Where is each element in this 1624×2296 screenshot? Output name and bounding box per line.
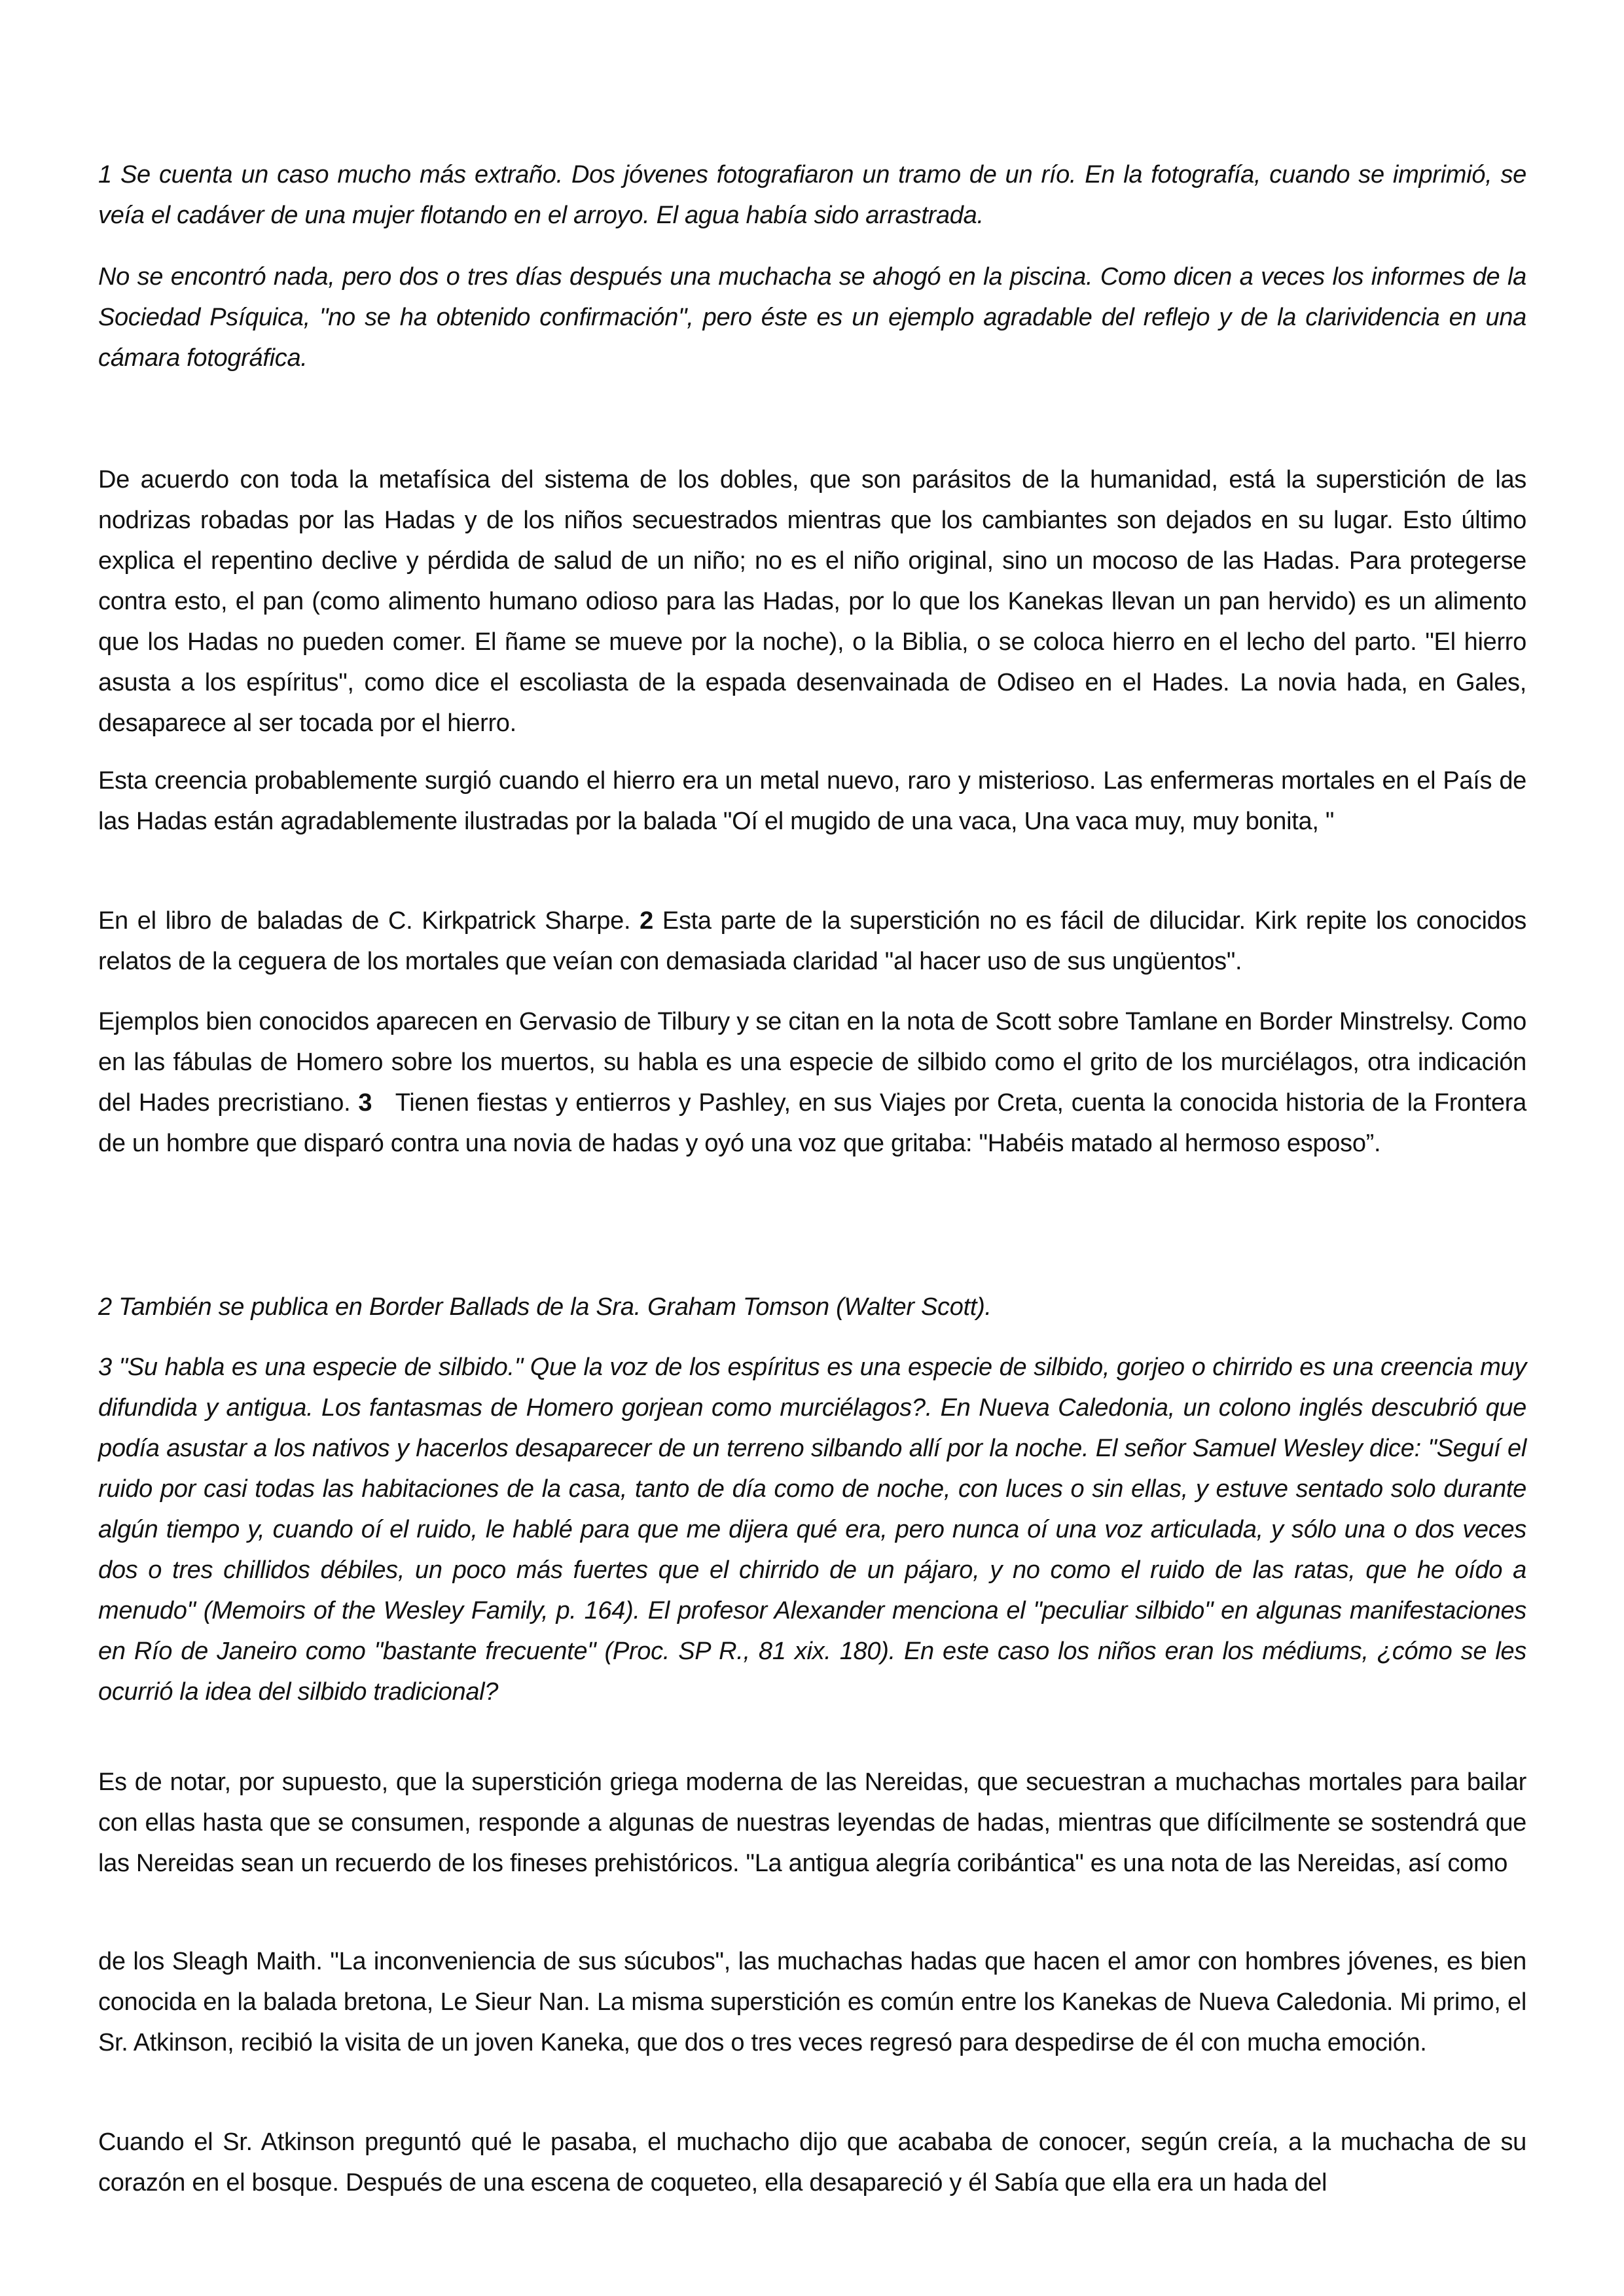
footnote-1-continuation-paragraph: No se encontró nada, pero dos o tres días después una muchacha se ahogó en la piscina. Como dicen a veces los informes de la Sociedad Psíquica, "no se ha obtenido confirmación", pero éste es un ejemplo agradable del reflejo y de la clarividencia en una cámara fotográfica. [98,263,1526,372]
text-before-ref: En el libro de baladas de C. Kirkpatrick Sharpe. [98,907,640,935]
footnote-reference-3[interactable]: 3 [358,1089,372,1117]
text-before-ref: Ejemplos bien conocidos aparecen en Gervasio de Tilbury y se citan en la nota de Scott sobre Tamlane en Border Minstrelsy. Como en las fábulas de Homero sobre los muertos, su habla es una especie de silbido como el grito de los murciélagos, otra indicación del Hades precristiano. [98,1008,1526,1117]
footnote-3: 3 "Su habla es una especie de silbido." Que la voz de los espíritus es una especie de silbido, gorjeo o chirrido es una creencia muy difundida y antigua. Los fantasmas de Homero gorjean como murciélagos?. En Nueva Caledonia, un colono inglés descubrió que podía asustar a los nativos y hacerlos desaparecer de un terreno silbando allí por la noche. El señor Samuel Wesley dice: "Seguí el ruido por casi todas las habitaciones de la casa, tanto de día como de noche, con luces o sin ellas, y estuve sentado solo durante algún tiempo y, cuando oí el ruido, le hablé para que me dijera qué era, pero nunca oí una voz articulada, y sólo una o dos veces dos o tres chillidos débiles, un poco más fuertes que el chirrido de un pájaro, y no como el ruido de las ratas, que he oído a menudo" (Memoirs of the Wesley Family, p. 164). El profesor Alexander menciona el "peculiar silbido" en algunas manifestaciones en Río de Janeiro como "bastante frecuente" (Proc. SP R., 81 xix. 180). En este caso los niños eran los médiums, ¿cómo se les ocurrió la idea del silbido tradicional? [98,1354,1526,1706]
text-after-ref: Tienen fiestas y entierros y Pashley, en sus Viajes por Creta, cuenta la conocida historia de la Frontera de un hombre que disparó contra una novia de hadas y oyó una voz que gritaba: "Habéis matado al hermoso esposo”. [98,1089,1534,1157]
body-paragraph-iron-belief: Esta creencia probablemente surgió cuando el hierro era un metal nuevo, raro y misterioso. Las enfermeras mortales en el País de las Hadas están agradablemente ilustradas por la balada "Oí el mugido de una vaca, Una vaca muy, muy bonita, " [98,767,1526,835]
body-paragraph-atkinson: Cuando el Sr. Atkinson preguntó qué le pasaba, el muchacho dijo que acababa de conocer, según creía, a la muchacha de su corazón en el bosque. Después de una escena de coqueteo, ella desapareció y él Sabía que ella era un hada del [98,2128,1526,2197]
body-paragraph-examples [98,1001,1534,1164]
body-paragraph-kirkpatrick [98,901,1526,982]
footnote-reference-2[interactable]: 2 [640,907,653,935]
body-paragraph-nereids: Es de notar, por supuesto, que la superstición griega moderna de las Nereidas, que secuestran a muchachas mortales para bailar con ellas hasta que se consumen, responde a algunas de nuestras leyendas de hadas, mientras que difícilmente se sostendrá que las Nereidas sean un recuerdo de los fineses prehistóricos. "La antigua alegría coribántica" es una nota de las Nereidas, así como [98,1768,1526,1877]
footnote-2: 2 También se publica en Border Ballads de la Sra. Graham Tomson (Walter Scott). [98,1293,992,1321]
text-after-ref: Esta parte de la superstición no es fácil de dilucidar. Kirk repite los conocidos relatos de la ceguera de los mortales que veían con demasiada claridad "al hacer uso de sus ungüentos". [98,907,1526,975]
footnote-1-paragraph: 1 Se cuenta un caso mucho más extraño. Dos jóvenes fotografiaron un tramo de un río. En la fotografía, cuando se imprimió, se veía el cadáver de una mujer flotando en el arroyo. El agua había sido arrastrada. [98,161,1526,229]
body-paragraph-changelings: De acuerdo con toda la metafísica del sistema de los dobles, que son parásitos de la humanidad, está la superstición de las nodrizas robadas por las Hadas y de los niños secuestrados mientras que los cambiantes son dejados en su lugar. Esto último explica el repentino declive y pérdida de salud de un niño; no es el niño original, sino un mocoso de las Hadas. Para protegerse contra esto, el pan (como alimento humano odioso para las Hadas, por lo que los Kanekas llevan un pan hervido) es un alimento que los Hadas no pueden comer. El ñame se mueve por la noche), o la Biblia, o se coloca hierro en el lecho del parto. "El hierro asusta a los espíritus", como dice el escoliasta de la espada desenvainada de Odiseo en el Hades. La novia hada, en Gales, desaparece al ser tocada por el hierro. [98,466,1526,737]
body-paragraph-sleagh-maith: de los Sleagh Maith. "La inconveniencia de sus súcubos", las muchachas hadas que hacen el amor con hombres jóvenes, es bien conocida en la balada bretona, Le Sieur Nan. La misma superstición es común entre los Kanekas de Nueva Caledonia. Mi primo, el Sr. Atkinson, recibió la visita de un joven Kaneka, que dos o tres veces regresó para despedirse de él con mucha emoción. [98,1948,1526,2056]
